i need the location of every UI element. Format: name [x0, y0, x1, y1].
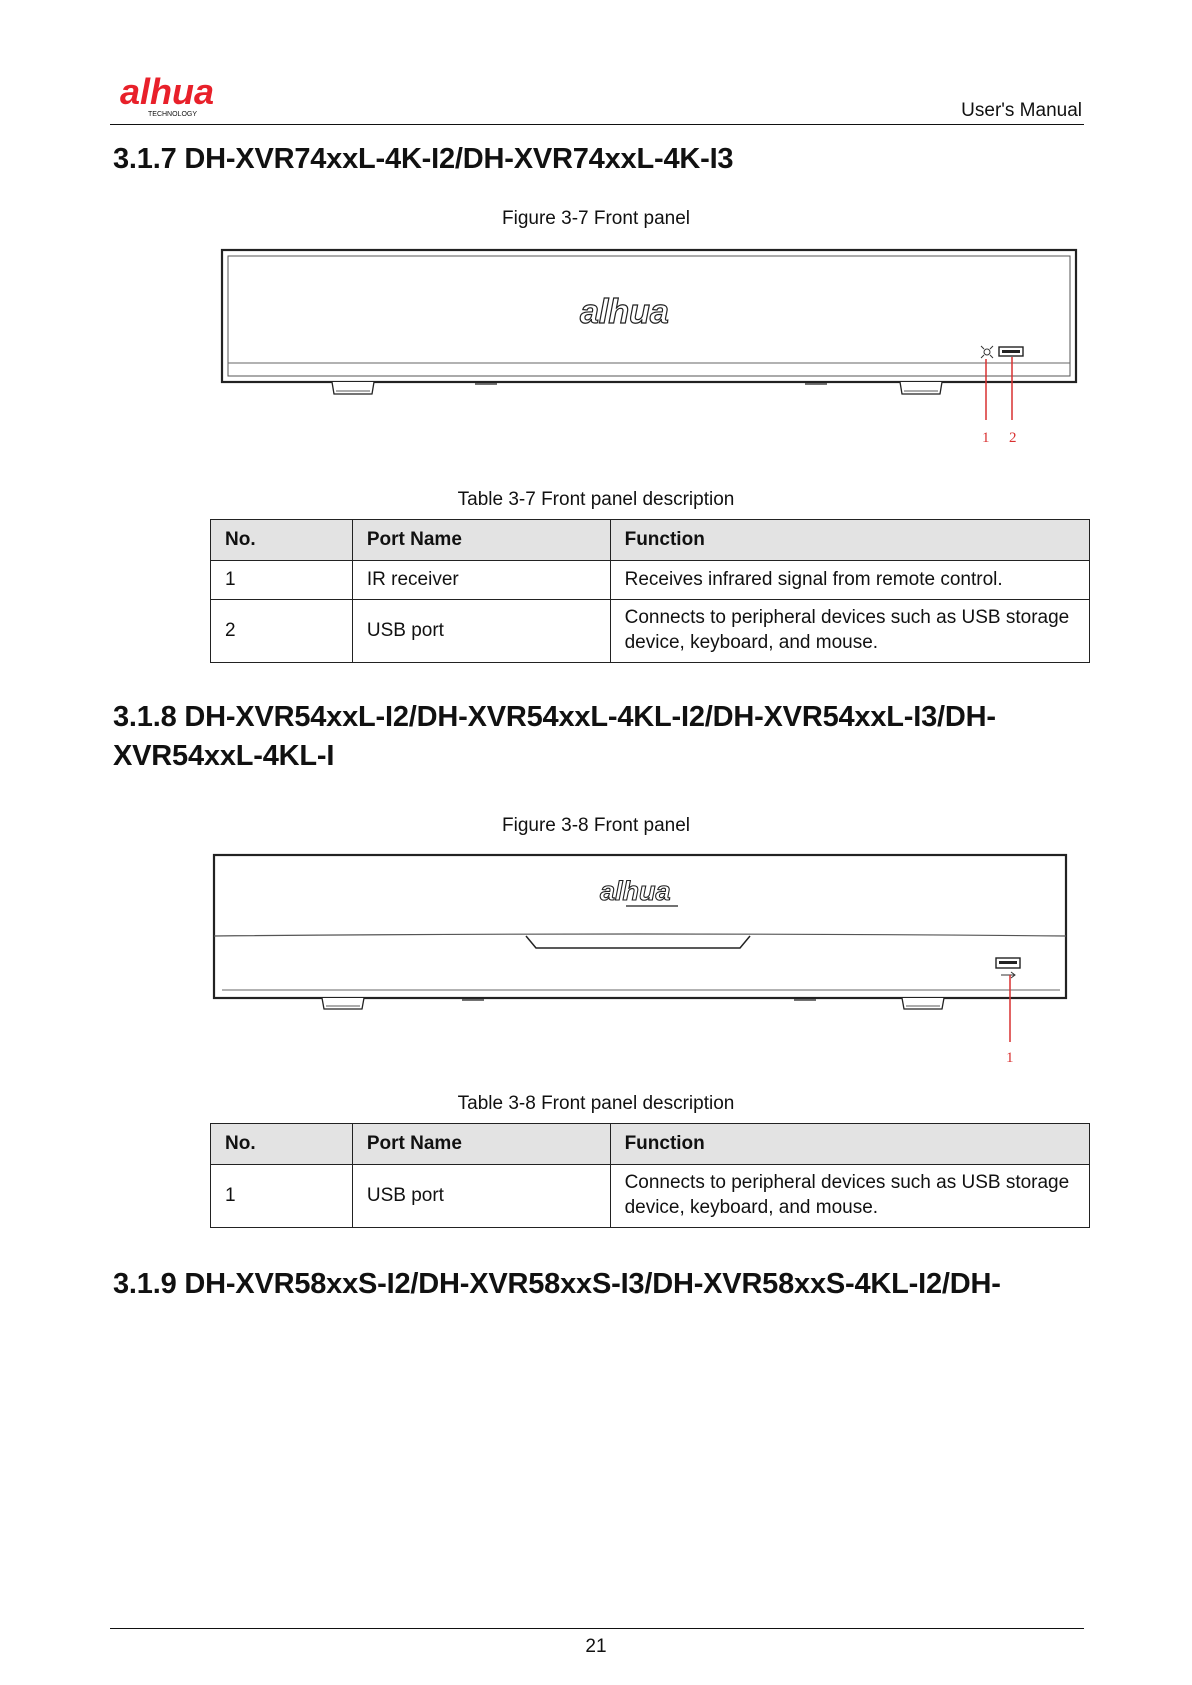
column-header-port-name: Port Name: [352, 520, 610, 561]
column-header-function: Function: [610, 520, 1089, 561]
cell-no: 1: [211, 561, 353, 600]
device-feet: [322, 998, 944, 1009]
cell-port-name: USB port: [352, 1165, 610, 1228]
front-panel-figure-3-7: [200, 245, 1080, 455]
device-feet: [332, 382, 942, 394]
table-caption-3-7: Table 3-7 Front panel description: [457, 489, 735, 510]
cell-function: Connects to peripheral devices such as USB storage device, keyboard, and mouse.: [610, 1165, 1089, 1228]
cell-port-name: IR receiver: [352, 561, 610, 600]
table-row: [211, 600, 1090, 663]
front-panel-figure-3-8: [200, 848, 1080, 1068]
brand-logo-text: alhua: [120, 71, 215, 112]
brand-logo: [120, 70, 260, 120]
column-header-no: No.: [211, 520, 353, 561]
column-header-no: No.: [211, 1124, 353, 1165]
section-title-3-1-7: 3.1.7 DH-XVR74xxL-4K-I2/DH-XVR74xxL-4K-I3: [113, 143, 734, 175]
figure-caption-3-7: Figure 3-7 Front panel: [502, 208, 690, 229]
figure-caption-3-8: Figure 3-8 Front panel: [502, 815, 690, 836]
front-panel-table-3-7: [210, 519, 1090, 663]
section-title-3-1-9: 3.1.9 DH-XVR58xxS-I2/DH-XVR58xxS-I3/DH-XVR58xxS-4KL-I2/DH-: [113, 1268, 1001, 1300]
table-row: [211, 561, 1090, 600]
footer-divider: [110, 1628, 1084, 1629]
cell-function: Connects to peripheral devices such as USB storage device, keyboard, and mouse.: [610, 600, 1089, 663]
callout-label-1: 1: [1006, 1050, 1014, 1066]
section-title-3-1-8-line2: XVR54xxL-4KL-I: [113, 740, 335, 773]
callout-label-2: 2: [1009, 430, 1017, 446]
section-title-3-1-8: [113, 698, 996, 776]
column-header-port-name: Port Name: [352, 1124, 610, 1165]
cell-no: 1: [211, 1165, 353, 1228]
table-header-row: [211, 520, 1090, 561]
device-brand-logo-text: alhua: [600, 876, 671, 906]
cell-port-name: USB port: [352, 600, 610, 663]
header-divider: [110, 124, 1084, 125]
page-number: 21: [585, 1636, 607, 1657]
table-caption-3-8: Table 3-8 Front panel description: [457, 1093, 735, 1114]
device-brand-logo: [600, 876, 678, 906]
device-brand-logo: [580, 293, 669, 331]
device-brand-logo-text: alhua: [580, 293, 669, 331]
cell-no: 2: [211, 600, 353, 663]
cell-function: Receives infrared signal from remote control.: [610, 561, 1089, 600]
column-header-function: Function: [610, 1124, 1089, 1165]
front-panel-table-3-8: [210, 1123, 1090, 1228]
section-title-3-1-8-line1: 3.1.8 DH-XVR54xxL-I2/DH-XVR54xxL-4KL-I2/DH-XVR54xxL-I3/DH-: [113, 701, 996, 733]
callout-label-1: 1: [982, 430, 990, 446]
usb-port-icon: [999, 347, 1023, 356]
brand-logo-tagline: TECHNOLOGY: [148, 111, 198, 118]
table-row: [211, 1165, 1090, 1228]
table-header-row: [211, 1124, 1090, 1165]
manual-label: User's Manual: [961, 100, 1082, 121]
